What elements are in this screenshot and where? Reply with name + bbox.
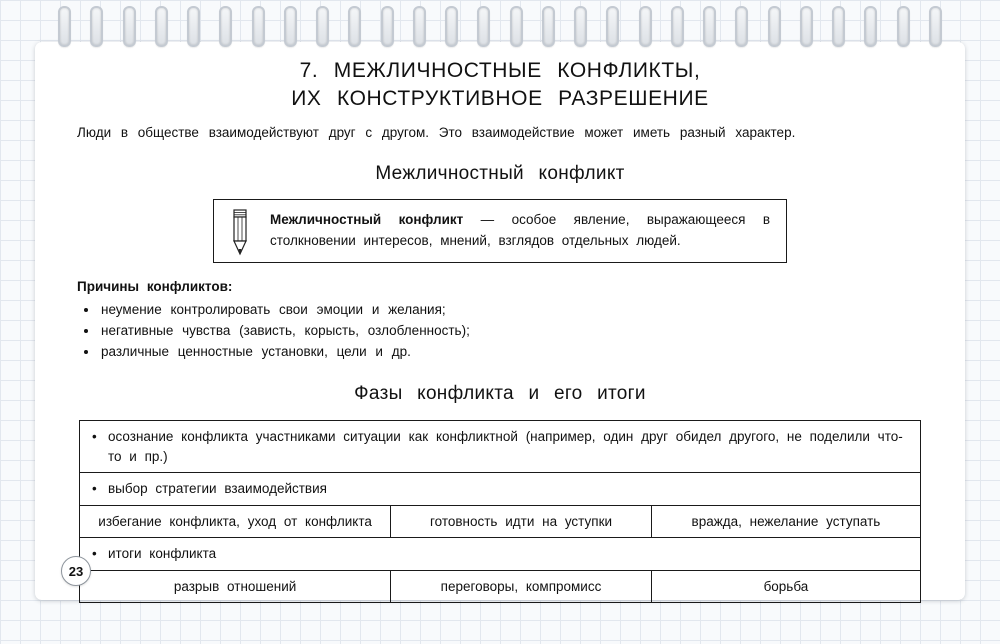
page-title-line2: ИХ КОНСТРУКТИВНОЕ РАЗРЕШЕНИЕ: [291, 86, 709, 110]
table-cell-outcomes-label: • итоги конфликта: [80, 538, 921, 571]
table-cell-breakup: разрыв отношений: [80, 570, 391, 603]
section-heading-phases: Фазы конфликта и его итоги: [354, 382, 646, 404]
table-cell-compromise: переговоры, компромисс: [391, 570, 652, 603]
spiral-ring: [284, 6, 297, 47]
spiral-ring: [832, 6, 845, 47]
spiral-ring: [58, 6, 71, 47]
spiral-ring: [252, 6, 265, 47]
intro-paragraph: Люди в обществе взаимодействуют друг с другом. Это взаимодействие может иметь разный характер.: [77, 125, 796, 141]
spiral-ring: [574, 6, 587, 47]
table-row-strategy: [80, 473, 921, 506]
pencil-icon: [228, 208, 252, 261]
section-heading-interpersonal-conflict: Межличностный конфликт: [375, 163, 625, 185]
spiral-ring: [413, 6, 426, 47]
definition-body: — особое явление, выражающееся в столкновении интересов, мнений, взглядов отдельных людей.: [270, 212, 770, 249]
spiral-ring: [897, 6, 910, 47]
spiral-ring: [768, 6, 781, 47]
page-title: [77, 57, 923, 112]
table-cell-avoidance: избегание конфликта, уход от конфликта: [80, 505, 391, 538]
causes-list: [77, 300, 923, 363]
spiral-ring: [929, 6, 942, 47]
cause-item: • негативные чувства (зависть, корысть, озлобленность);: [99, 321, 923, 342]
spiral-ring: [219, 6, 232, 47]
definition-box: [213, 199, 787, 263]
spiral-ring: [703, 6, 716, 47]
cause-item: • неумение контролировать свои эмоции и желания;: [99, 300, 923, 321]
table-cell-struggle: борьба: [651, 570, 920, 603]
spiral-ring: [187, 6, 200, 47]
spiral-ring: [639, 6, 652, 47]
cause-item: • различные ценностные установки, цели и др.: [99, 342, 923, 363]
spiral-ring: [864, 6, 877, 47]
spiral-ring: [348, 6, 361, 47]
spiral-ring: [671, 6, 684, 47]
table-row-strategies: [80, 505, 921, 538]
spiral-ring: [90, 6, 103, 47]
spiral-ring: [800, 6, 813, 47]
table-cell-strategy: • выбор стратегии взаимодействия: [80, 473, 921, 506]
spiral-ring: [123, 6, 136, 47]
definition-text: [270, 210, 770, 252]
spiral-ring: [381, 6, 394, 47]
causes-block: [77, 279, 923, 363]
spiral-ring: [542, 6, 555, 47]
spiral-ring: [606, 6, 619, 47]
spiral-ring: [477, 6, 490, 47]
table-cell-awareness: • осознание конфликта участниками ситуации как конфликтной (например, один друг обидел другого, не поделили что-то и пр.): [80, 420, 921, 472]
spiral-binding: [58, 6, 942, 47]
phases-table: [79, 420, 921, 603]
page-title-line1: 7. МЕЖЛИЧНОСТНЫЕ КОНФЛИКТЫ,: [299, 59, 701, 82]
causes-label: Причины конфликтов:: [77, 279, 233, 295]
notebook-page: [35, 42, 965, 600]
spiral-ring: [445, 6, 458, 47]
table-cell-hostility: вражда, нежелание уступать: [651, 505, 920, 538]
page-number-badge: 23: [61, 556, 91, 586]
spiral-ring: [735, 6, 748, 47]
definition-term: Межличностный конфликт: [270, 212, 464, 228]
table-cell-concessions: готовность идти на уступки: [391, 505, 652, 538]
spiral-ring: [316, 6, 329, 47]
spiral-ring: [510, 6, 523, 47]
table-row-outcomes-label: [80, 538, 921, 571]
table-row-awareness: [80, 420, 921, 472]
table-row-outcomes: [80, 570, 921, 603]
spiral-ring: [155, 6, 168, 47]
